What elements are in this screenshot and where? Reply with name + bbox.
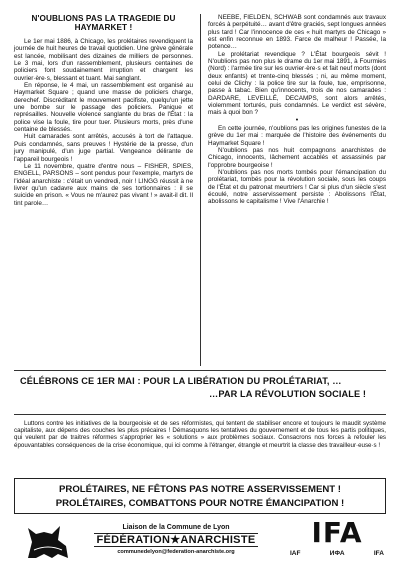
organization-name: FÉDÉRATION★ANARCHISTE — [94, 533, 258, 547]
ifa-variant-iaf: IAF — [290, 550, 301, 557]
banner-line-1: CÉLÉBRONS CE 1ER MAI : POUR LA LIBÉRATION DU PROLÉTARIAT, … — [20, 376, 342, 386]
celebration-banner — [14, 370, 386, 401]
slogan-box — [14, 478, 386, 514]
right-para-2: Le prolétariat revendique ? L'État bourgeois sévit ! N'oublions pas non plus le drame du 1er mai 1891, à Fourmies (Nord) : l'armée tire sur les ouvrier·ère·s et fait neuf morts (dont deux enfants) et trente-cinq blessés ; ni, au même moment, celui de Clichy : la police tire sur la foule, tue, emprisonne, passe à tabac. Bien qu'innocents, trois de nos camarades : DARDARE, LEVEILLÉ, DECAMPS, sont alors arrêtés, violemment torturés, puis condamnés. Le verdict est sévère, mais à quoi bon ? — [208, 50, 386, 117]
left-column — [14, 14, 200, 366]
black-cat-logo-icon — [22, 518, 74, 560]
ifa-variant-cyrillic: ИФА — [329, 550, 345, 557]
ifa-logo — [290, 518, 384, 560]
separator-bullet: • — [295, 116, 299, 124]
footer — [14, 518, 386, 560]
left-para-3: Huit camarades sont arrêtés, accusés à tort de l'attaque. Puis condamnés, sans preuves ! Hystérie de la presse, d'un jury manipulé, d'un juge partial. Vengeance délirante de l'appareil bourgeois ! — [14, 133, 193, 163]
slogan-line-2: PROLÉTAIRES, COMBATTONS POUR NOTRE ÉMANCIPATION ! — [55, 498, 345, 509]
right-column — [200, 14, 386, 366]
right-para-1: NEEBE, FIELDEN, SCHWAB sont condamnés aux travaux forcés à perpétuité… avant d'être graciés, sept longues années plus tard ! Car l'innocence de ces « huit martyrs de Chicago » est enfin reconnue en 1893. Farce de malheur ! Passée, la potence… — [208, 14, 386, 51]
call-to-struggle-section — [14, 414, 386, 449]
ifa-variant-ifa: IFA — [373, 550, 384, 557]
left-para-2: En réponse, le 4 mai, un rassemblement est organisé au Haymarket Square ; quand une masse de policiers charge, derechef. Discréditant le mouvement pacifiste, quelqu'un jette une bombe sur le passage des policiers. Panique et représailles. Nouvelle violence sanglante du bras de l'État : la police vise la foule, tire pour tuer. Plusieurs morts, près d'une centaine de blessés. — [14, 82, 193, 134]
banner-line-2: …PAR LA RÉVOLUTION SOCIALE ! — [209, 389, 366, 399]
organization-liaison: Liaison de la Commune de Lyon — [122, 524, 230, 531]
organization-block — [86, 523, 266, 556]
right-para-5: N'oublions pas nos morts tombés pour l'émancipation du prolétariat, tombés pour la révolution sociale, sous les coups de l'État et du patronat meurtriers ! Car si plus d'un siècle s'est écoulé, notre asservissement persiste : Abolissons l'État, abolissons le capitalisme ! Vive l'Anarchie ! — [208, 168, 386, 206]
call-to-struggle-text: Luttons contre les initiatives de la bourgeoisie et de ses réformistes, qui tentent de stabiliser encore et toujours le maudit système capitaliste, aux dépens des couches les plus précaires ! Démasquons les tentatives du gouvernement et de tous les partis politiques, qui veulent par de traitres réformes s'approprier les « solutions » aux problèmes sociaux. Consacrons nos forces à refouler les épouvantables conséquences de la crise économique, qui ici comme à l'étranger, étrangle et meurtrit la classe des travailleur·euse·s ! — [14, 420, 386, 449]
ifa-logo-text: IFA — [311, 516, 363, 549]
two-column-article — [14, 14, 386, 366]
right-para-3: En cette journée, n'oublions pas les origines funestes de la grève du 1er mai : marquée de l'histoire des événements du Haymarket Square ! — [208, 124, 386, 147]
slogan-line-1: PROLÉTAIRES, NE FÊTONS PAS NOTRE ASSERVISSEMENT ! — [59, 484, 341, 495]
left-column-title: N'OUBLIONS PAS LA TRAGEDIE DU HAYMARKET ! — [31, 14, 176, 32]
right-para-4: N'oublions pas nos huit compagnons anarchistes de Chicago, innocents, lâchement accablés et assassinés par l'opprobre bourgeoise ! — [208, 146, 386, 169]
left-para-1: Le 1er mai 1886, à Chicago, les prolétaires revendiquent la journée de huit heures de travail quotidien. Une grève générale est lancée, mobilisant des dizaines de milliers de personnes. Le 3 mai, lors d'un rassemblement, plusieurs centaines de policiers font soudainement irruption et chargent les ouvrier·ère·s, blessant et tuant. Mai sanglant. — [14, 38, 193, 82]
left-para-4: Le 11 novembre, quatre d'entre nous – FISHER, SPIES, ENGELL, PARSONS – sont pendus pour l'exemple, martyrs de l'idéal anarchiste : c'était un vendredi, noir ! LINGG réussit à ne livrer qu'un cadavre aux mains de ses tortionnaires : il se suicide en prison. « Vous ne m'aurez pas vivant ! » avait-il dit. Il tint parole… — [14, 162, 193, 207]
organization-email: communedelyon@federation-anarchiste.org — [117, 549, 235, 555]
ifa-language-variants — [290, 550, 384, 558]
